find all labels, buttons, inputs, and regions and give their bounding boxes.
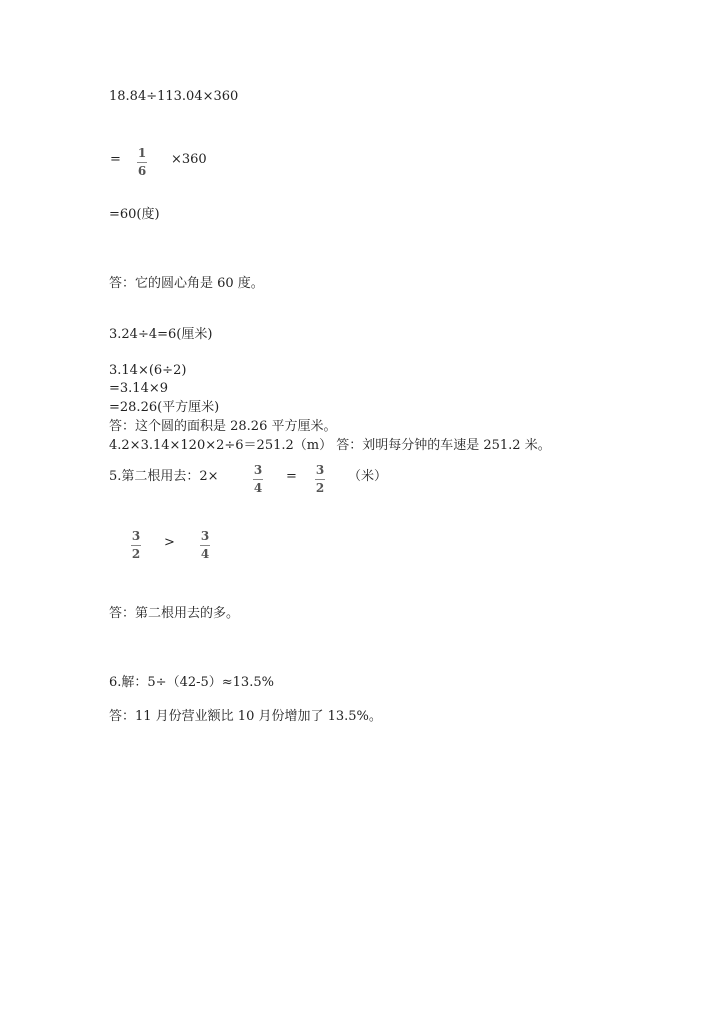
denominator: 2 xyxy=(131,547,141,561)
answer-line: 答：第二根用去的多。 xyxy=(109,606,240,621)
answer-line: 答：11 月份营业额比 10 月份增加了 13.5%。 xyxy=(109,709,382,724)
calc-line: =60(度) xyxy=(109,207,160,222)
numerator: 3 xyxy=(315,463,325,477)
fraction xyxy=(315,464,325,495)
calc-answer-line: 4.2×3.14×120×2÷6＝251.2（m） 答：刘明每分钟的车速是 251.2 米。 xyxy=(109,438,551,453)
calc-line: 3.24÷4=6(厘米) xyxy=(109,327,213,342)
fraction-bar xyxy=(200,545,210,546)
calc-line: =28.26(平方厘米) xyxy=(109,400,220,415)
calc-line: 6.解：5÷（42-5）≈13.5% xyxy=(109,675,274,690)
answer-line: 答：这个圆的面积是 28.26 平方厘米。 xyxy=(109,419,337,434)
fraction xyxy=(137,147,147,178)
denominator: 4 xyxy=(253,481,263,495)
denominator: 6 xyxy=(137,164,147,178)
fraction xyxy=(131,530,141,561)
equals-sign: = xyxy=(286,469,297,484)
calc-line: 18.84÷113.04×360 xyxy=(109,89,239,104)
numerator: 3 xyxy=(200,529,210,543)
denominator: 4 xyxy=(200,547,210,561)
fraction xyxy=(200,530,210,561)
fraction xyxy=(253,464,263,495)
comparison-sign: > xyxy=(164,535,175,550)
answer-line: 答：它的圆心角是 60 度。 xyxy=(109,276,264,291)
numerator: 1 xyxy=(137,146,147,160)
equals-sign: = xyxy=(110,152,121,167)
denominator: 2 xyxy=(315,481,325,495)
calc-line: 5.第二根用去：2× xyxy=(109,469,219,484)
fraction-bar xyxy=(137,162,147,163)
calc-line: =3.14×9 xyxy=(109,381,169,396)
fraction-bar xyxy=(315,479,325,480)
unit: （米） xyxy=(348,469,388,484)
numerator: 3 xyxy=(131,529,141,543)
calc-line: 3.14×(6÷2) xyxy=(109,363,187,378)
numerator: 3 xyxy=(253,463,263,477)
fraction-bar xyxy=(131,545,141,546)
fraction-bar xyxy=(253,479,263,480)
calc-line: ×360 xyxy=(171,152,207,167)
